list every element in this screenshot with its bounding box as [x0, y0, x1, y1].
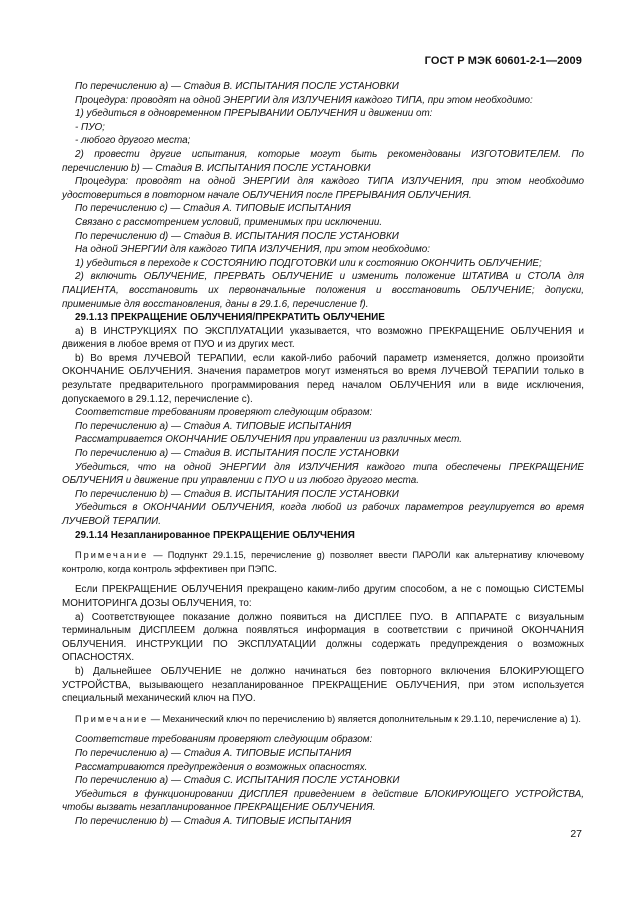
paragraph: [62, 665, 584, 706]
paragraph: [62, 352, 584, 406]
paragraph-text: 29.1.13 ПРЕКРАЩЕНИЕ ОБЛУЧЕНИЯ/ПРЕКРАТИТЬ ОБЛУЧЕНИЕ: [75, 312, 385, 324]
paragraph-text: Соответствие требованиям проверяют следующим образом:: [75, 407, 373, 419]
paragraph: [62, 761, 584, 775]
paragraph-text: По перечислению b) — Стадия В. ИСПЫТАНИЯ ПОСЛЕ УСТАНОВКИ: [75, 488, 399, 500]
paragraph-text: По перечислению b) — Стадия А. ТИПОВЫЕ ИСПЫТАНИЯ: [75, 815, 352, 827]
paragraph-text: b) Дальнейшее ОБЛУЧЕНИЕ не должно начинаться без повторного включения БЛОКИРУЮЩЕГО УСТРОЙСТВА, вызывающего незапланированное ПРЕКРАЩЕНИЕ ОБЛУЧЕНИЯ, при этом используется специальный механический ключ на ПУО.: [62, 665, 584, 705]
paragraph: [62, 325, 584, 352]
paragraph: [62, 80, 584, 94]
paragraph: [62, 270, 584, 311]
paragraph: [62, 733, 584, 747]
paragraph: [62, 94, 584, 108]
paragraph-text: По перечислению с) — Стадия А. ТИПОВЫЕ ИСПЫТАНИЯ: [75, 203, 351, 215]
note-label: Примечание: [75, 550, 149, 561]
paragraph-text: Связано с рассмотрением условий, применимых при исключении.: [75, 216, 383, 228]
paragraph: [62, 501, 584, 528]
paragraph-text: а) Соответствующее показание должно появиться на ДИСПЛЕЕ ПУО. В АППАРАТЕ с визуальным терминальным ДИСПЛЕЕМ должна появляться информация в соответствии с причиной ОКОНЧАНИЯ ОБЛУЧЕНИЯ. ИНСТРУКЦИИ ПО ЭКСПЛУАТАЦИИ должны содержать предупреждения о возможных ОПАСНОСТЯХ.: [62, 611, 584, 664]
paragraph-text: - ПУО;: [75, 121, 105, 133]
paragraph: [62, 257, 584, 271]
paragraph-text: По перечислению а) — Стадия А. ТИПОВЫЕ ИСПЫТАНИЯ: [75, 747, 352, 759]
paragraph: [62, 406, 584, 420]
paragraph-text: Процедура: проводят на одной ЭНЕРГИИ для ИЗЛУЧЕНИЯ каждого ТИПА, при этом необходимо:: [75, 94, 533, 106]
paragraph-text: По перечислению d) — Стадия В. ИСПЫТАНИЯ ПОСЛЕ УСТАНОВКИ: [75, 230, 399, 242]
paragraph-text: По перечислению а) — Стадия С. ИСПЫТАНИЯ ПОСЛЕ УСТАНОВКИ: [75, 775, 400, 787]
note-paragraph: [62, 713, 584, 727]
paragraph-text: а) В ИНСТРУКЦИЯХ ПО ЭКСПЛУАТАЦИИ указывается, что возможно ПРЕКРАЩЕНИЕ ОБЛУЧЕНИЯ и движения в любое время от ПУО и из других мест.: [62, 325, 584, 351]
paragraph: [62, 461, 584, 488]
paragraph: [62, 488, 584, 502]
paragraph-text: На одной ЭНЕРГИИ для каждого ТИПА ИЗЛУЧЕНИЯ, при этом необходимо:: [75, 244, 430, 256]
paragraph: [62, 447, 584, 461]
paragraph-text: 2) включить ОБЛУЧЕНИЕ, ПРЕРВАТЬ ОБЛУЧЕНИЕ и изменить положение ШТАТИВА и СТОЛА для ПАЦИЕНТА, восстановить их первоначальные положения и восстановить ОБЛУЧЕНИЕ; допуски, применимые для восстановления, даны в 29.1.6, перечисление f).: [62, 271, 584, 310]
paragraph-text: Процедура: проводят на одной ЭНЕРГИИ для каждого ТИПА ИЗЛУЧЕНИЯ, при этом необходимо удостовериться в повторном начале ОБЛУЧЕНИЯ после ПРЕРЫВАНИЯ ОБЛУЧЕНИЯ.: [62, 176, 584, 201]
paragraph: [62, 230, 584, 244]
paragraph-text: По перечислению а) — Стадия А. ТИПОВЫЕ ИСПЫТАНИЯ: [75, 420, 352, 432]
paragraph-text: Убедиться в функционировании ДИСПЛЕЯ приведением в действие БЛОКИРУЮЩЕГО УСТРОЙСТВА, чтобы вызвать незапланированное ПРЕКРАЩЕНИЕ ОБЛУЧЕНИЯ.: [62, 788, 584, 814]
paragraph: [62, 788, 584, 815]
paragraph: [62, 121, 584, 135]
paragraph: [62, 747, 584, 761]
paragraph: [62, 175, 584, 202]
paragraph: [62, 134, 584, 148]
paragraph-text: — Механический ключ по перечислению b) является дополнительным к 29.1.10, перечисление а) 1).: [148, 713, 581, 724]
paragraph: [62, 202, 584, 216]
paragraph-text: По перечислению а) — Стадия В. ИСПЫТАНИЯ ПОСЛЕ УСТАНОВКИ: [75, 81, 399, 92]
paragraph-text: По перечислению а) — Стадия В. ИСПЫТАНИЯ ПОСЛЕ УСТАНОВКИ: [75, 448, 399, 460]
paragraph: [62, 107, 584, 121]
section-heading: [62, 311, 584, 325]
paragraph-text: - любого другого места;: [75, 135, 191, 147]
paragraph: [62, 243, 584, 257]
paragraph-text: Убедиться в ОКОНЧАНИИ ОБЛУЧЕНИЯ, когда любой из рабочих параметров регулируется во время ЛУЧЕВОЙ ТЕРАПИИ.: [62, 502, 584, 527]
note-label: Примечание: [75, 713, 149, 724]
paragraph: [62, 420, 584, 434]
paragraph-text: 1) убедиться в переходе к СОСТОЯНИЮ ПОДГОТОВКИ или к состоянию ОКОНЧИТЬ ОБЛУЧЕНИЕ;: [75, 257, 542, 269]
paragraph: [62, 148, 584, 175]
paragraph: [62, 216, 584, 230]
page-number: 27: [570, 828, 582, 840]
paragraph: [62, 433, 584, 447]
section-heading: [62, 529, 584, 543]
paragraph-text: Рассматриваются предупреждения о возможных опасностях.: [75, 761, 368, 773]
paragraph-text: Рассматривается ОКОНЧАНИЕ ОБЛУЧЕНИЯ при управлении из различных мест.: [75, 434, 462, 446]
paragraph-text: Соответствие требованиям проверяют следующим образом:: [75, 734, 373, 746]
standard-header: ГОСТ Р МЭК 60601-2-1—2009: [424, 55, 582, 67]
paragraph: [62, 774, 584, 788]
paragraph-text: Убедиться, что на одной ЭНЕРГИИ для ИЗЛУЧЕНИЯ каждого типа обеспечены ПРЕКРАЩЕНИЕ ОБЛУЧЕНИЯ и движение при управлении с ПУО и из любого другого места.: [62, 461, 584, 487]
paragraph-text: — Подпункт 29.1.15, перечисление g) позволяет ввести ПАРОЛИ как альтернативу ключевому контролю, когда контроль эффективен при ПЭПС.: [62, 550, 584, 574]
paragraph-text: 1) убедиться в одновременном ПРЕРЫВАНИИ ОБЛУЧЕНИЯ и движении от:: [75, 108, 433, 120]
paragraph: [62, 583, 584, 610]
paragraph: [62, 815, 584, 829]
paragraph: [62, 611, 584, 665]
document-body: [62, 80, 584, 828]
paragraph-text: 29.1.14 Незапланированное ПРЕКРАЩЕНИЕ ОБЛУЧЕНИЯ: [75, 529, 355, 541]
paragraph-text: Если ПРЕКРАЩЕНИЕ ОБЛУЧЕНИЯ прекращено каким-либо другим способом, а не с помощью СИСТЕМЫ МОНИТОРИНГА ДОЗЫ ОБЛУЧЕНИЯ, то:: [62, 584, 584, 609]
note-paragraph: [62, 549, 584, 576]
paragraph-text: 2) провести другие испытания, которые могут быть рекомендованы ИЗГОТОВИТЕЛЕМ. По перечислению b) — Стадия В. ИСПЫТАНИЯ ПОСЛЕ УСТАНОВКИ: [62, 148, 584, 174]
paragraph-text: b) Во время ЛУЧЕВОЙ ТЕРАПИИ, если какой-либо рабочий параметр изменяется, должно произойти ОКОНЧАНИЕ ОБЛУЧЕНИЯ. Значения параметров могут изменяться во время ЛУЧЕВОЙ ТЕРАПИИ только в результате предварительного программирования перед началом ОБЛУЧЕНИЯ или в виде исключения, допускаемого в 29.1.12, перечисление с).: [62, 352, 584, 405]
